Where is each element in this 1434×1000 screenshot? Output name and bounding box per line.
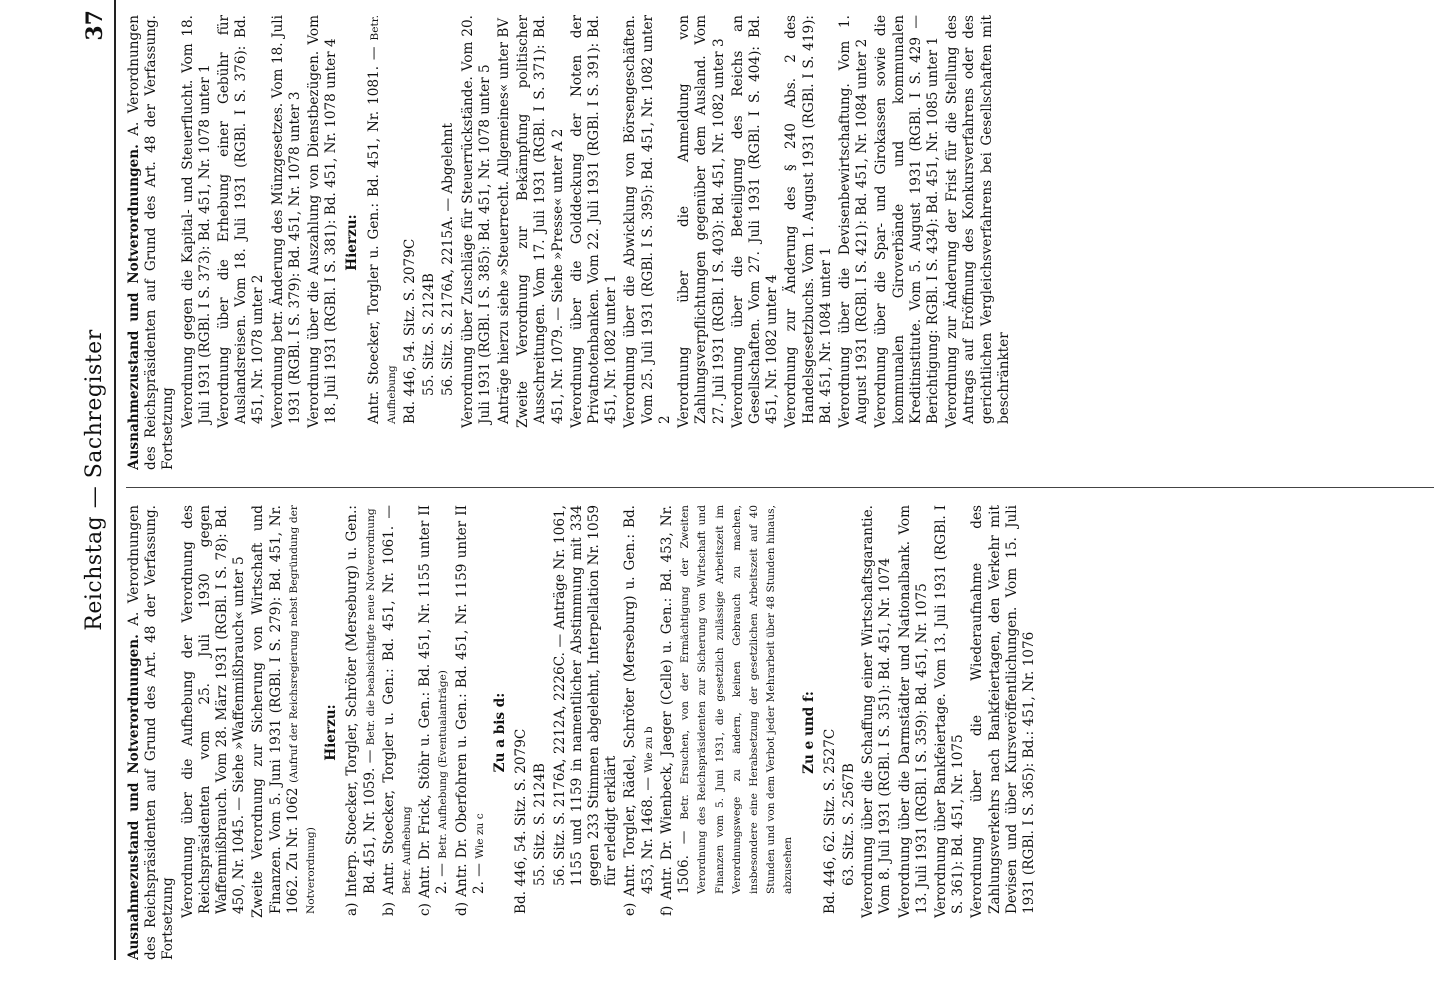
right-note-antraege: [496, 15, 513, 470]
sub-note: Wie zu c: [473, 813, 486, 859]
entry-text: Verordnung über die Wiederaufnahme des Zahlungsverkehrs nach Bankfeiertagen, den Verkehr mit Devisen und über Kursveröffentlichungen. Vom 15. Juli 1931 (RGBl. I S. 365): Bd.: 451, Nr. 1076: [969, 505, 1037, 918]
entry-number: [270, 428, 287, 470]
sitzung-ref: 56. Sitz. S. 2176A, 2215A. — Abgelehnt: [440, 123, 457, 396]
entry-number: [837, 428, 854, 470]
hierzu-note: Betr. Aufhebung: [368, 15, 398, 424]
page-number: 37: [82, 10, 108, 41]
sitzung-ref: Bd. 446, 54. Sitz. S. 2079C: [402, 238, 419, 424]
sub-note: Betr. Ersuchen, von der Ermächtigung der Zweiten Verordnung des Reichspräsidenten zur Sicherung von Wirtschaft und Finanzen vom 5. Juni 1931, die gesetzlich zulässige Arbeitszeit im Verordnungswege zu ändern, keinen Gebrauch zu machen, insbesondere eine Herabsetzung der gesetzlichen Arbeitszeit auf 40 Stunden und von dem Verbot jeder Mehrarbeit über 48 Stunden hinaus, abzusehen: [679, 505, 795, 894]
right-column: [126, 15, 1434, 470]
right-entry-14b: [622, 15, 674, 470]
entry-text: Verordnung über die Auszahlung von Dienstbezügen. Vom 18. Juli 1931 (RGBl. I S. 381): Bd. 451, Nr. 1078 unter 4: [306, 15, 340, 428]
hierzu-label: Hierzu:: [344, 214, 361, 271]
entry-number: [180, 918, 197, 960]
entry-text: Verordnung über die Anmeldung von Zahlungsverpflichtungen gegenüber dem Ausland. Vom 27. Juli 1931 (RGBl. I S. 403): Bd. 451, Nr. 1082 unter 3: [676, 15, 727, 428]
entry-text: Verordnung über Bankfeiertage. Vom 13. Juli 1931 (RGBl. I S. 361): Bd. 451, Nr. 1075: [932, 505, 967, 918]
entry-number: [860, 918, 877, 960]
sub-text: Antr. Dr. Oberfohren u. Gen.: Bd. 451, Nr. 1159 unter II 2. —: [453, 505, 487, 897]
entry-number: [944, 428, 961, 470]
running-head-title: Reichstag — Sachregister: [82, 329, 107, 631]
entry-number: [676, 428, 693, 470]
entry-text: Verordnung gegen die Kapital- und Steuerflucht. Vom 18. Juli 1931 (RGBl. I S. 373): Bd. 451, Nr. 1078 unter 1: [179, 15, 213, 428]
sitzung-ref: 56. Sitz. S. 2176A, 2212A, 2226C. — Anträge Nr. 1061, 1155 und 1159 in namentlicher Abstimmung mit 334 gegen 233 Stimmen abgelehnt, Interpellation Nr. 1059 für erledigt erklärt: [551, 505, 620, 886]
right-entry-14a: [569, 15, 621, 470]
sub-label: d): [453, 901, 470, 916]
hierzu-text: [366, 15, 400, 470]
entry-text: Verordnung zur Änderung des § 240 Abs. 2 des Handelsgesetzbuchs. Vom 1. August 1931 (RGBl. I S. 419): Bd. 451, Nr. 1084 unter 1: [783, 15, 834, 428]
entry-number: [897, 918, 914, 960]
rotated-page: [82, 0, 1434, 960]
left-column: [126, 505, 1434, 960]
sub-label: e): [622, 902, 639, 916]
sub-label: f): [658, 905, 675, 916]
sitzung-ref: Bd. 446, 62. Sitz. S. 2527C: [821, 728, 838, 914]
left-heading-rest: A. Verordnungen des Reichspräsidenten auf Grund des Art. 48 der Verfassung. Fortsetzung: [126, 505, 177, 960]
entry-text: Zweite Verordnung zur Sicherung von Wirtschaft und Finanzen. Vom 5. Juni 1931 (RGBl. I S. 279): Bd. 451, Nr. 1062. Zu Nr. 1062: [250, 505, 301, 918]
left-heading-paragraph: [126, 505, 178, 960]
entry-number: [306, 428, 323, 470]
right-heading-paragraph: [126, 15, 178, 470]
hierzu-label: Hierzu:: [323, 704, 340, 761]
left-sub-c: [417, 505, 451, 960]
entry-text: Verordnung betr. Änderung des Münzgesetzes. Vom 18. Juli 1931 (RGBl. I S. 379): Bd. 451, Nr. 1078 unter 3: [269, 15, 303, 428]
entry-note: (Aufruf der Reichsregierung nebst Begründung der Notverordnung): [287, 505, 318, 914]
sub-note: Betr. Aufhebung (Eventualanträge): [437, 670, 450, 859]
entry-number: [783, 428, 800, 470]
right-entry-15a: [783, 15, 835, 470]
sitzung-ref: 55. Sitz. S. 2124B: [421, 273, 438, 396]
entry-number: [250, 918, 267, 960]
sub-note: Betr. die beabsichtigte neue Notverordnung: [364, 508, 377, 746]
sub-label: b): [380, 901, 397, 916]
left-entry-8: [250, 505, 319, 960]
right-entry-13: [515, 15, 567, 470]
entry-number: [730, 428, 747, 470]
sub-text: Interp. Stoecker, Torgler, Schröter (Merseburg) u. Gen.: Bd. 451, Nr. 1059. —: [344, 505, 378, 898]
column-separator: [126, 487, 1434, 488]
entry-number: [622, 428, 639, 470]
left-entry-7: [180, 505, 249, 960]
zu-e-und-f-label: Zu e und f:: [800, 691, 817, 774]
right-entry-12c: [270, 15, 304, 470]
sub-note: Betr. Aufhebung: [401, 806, 414, 894]
sub-label: a): [344, 902, 361, 916]
left-sub-e: [622, 505, 656, 960]
entry-text: Verordnung über die Golddeckung der Noten der Privatnotenbanken. Vom 22. Juli 1931 (RGBl. I S. 391): Bd. 451, Nr. 1082 unter 1: [568, 15, 620, 428]
digitization-stamp: [1412, 8, 1434, 568]
entry-text: Verordnung über die Darmstädter und Nationalbank. Vom 13. Juli 1931 (RGBl. I S. 359): Bd. 451, Nr. 1075: [896, 505, 930, 918]
running-head: [82, 0, 112, 960]
entry-text: Verordnung zur Änderung der Frist für die Stellung des Antrags auf Eröffnung des Konkursverfahrens oder des gerichtlichen Vergleichsverfahrens bei Gesellschaften mit beschränkter: [944, 15, 1012, 428]
entry-text: Verordnung über Zuschläge für Steuerrückstände. Vom 20. Juli 1931 (RGBl. I S. 385): Bd. 451, Nr. 1078 unter 5: [459, 15, 493, 428]
sub-text: Antr. Torgler, Rädel, Schröter (Merseburg) u. Gen.: Bd. 453, Nr. 1468. —: [622, 505, 656, 897]
left-sub-f: [659, 505, 797, 960]
entry-text: Anträge hierzu siehe »Steuerrecht. Allgemeines« unter BV: [496, 17, 513, 424]
right-entry-12e: [460, 15, 494, 470]
entry-number: [460, 428, 477, 470]
right-entry-12d: [306, 15, 340, 470]
left-entry-10b: [933, 505, 967, 960]
right-entry-16b: [944, 15, 1013, 470]
sub-text: Antr. Stoecker, Torgler u. Gen.: Bd. 451, Nr. 1061. —: [380, 505, 397, 895]
right-entry-14c: [676, 15, 728, 470]
sitzung-ref: 63. Sitz. S. 2567B: [840, 763, 857, 886]
entry-text: Verordnung über die Abwicklung von Börsengeschäften. Vom 25. Juli 1931 (RGBl. I S. 395): Bd. 451, Nr. 1082 unter 2: [622, 15, 673, 428]
entry-number: [180, 428, 197, 470]
sub-note: Wie zu b: [642, 726, 655, 773]
entry-number: [515, 428, 532, 470]
left-entry-9: [860, 505, 894, 960]
entry-text: Zweite Verordnung zur Bekämpfung politischer Ausschreitungen. Vom 17. Juli 1931 (RGBl. I S. 371): Bd. 451, Nr. 1079. — Siehe »Presse« unter A 2: [515, 15, 566, 428]
entry-number: [569, 428, 586, 470]
left-sub-a: [344, 505, 378, 960]
sub-text: Antr. Dr. Wienbeck, Jaeger (Celle) u. Gen.: Bd. 453, Nr. 1506. —: [658, 505, 693, 900]
right-entry-14d: [730, 15, 782, 470]
left-sub-b: [381, 505, 415, 960]
right-heading-rest: A. Verordnungen des Reichspräsidenten auf Grund des Art. 48 der Verfassung. Fortsetzung: [126, 15, 177, 470]
right-entry-12b: [216, 15, 268, 470]
sub-label: c): [417, 903, 434, 916]
left-heading: Ausnahmezustand und Notverordnungen.: [126, 634, 142, 960]
left-entry-10a: [897, 505, 931, 960]
sitzung-ref: 55. Sitz. S. 2124B: [532, 763, 549, 886]
entry-number: [873, 428, 890, 470]
entry-number: [933, 918, 950, 960]
entry-number: [969, 918, 986, 960]
header-rule: [114, 0, 116, 960]
right-entry-16a: [873, 15, 942, 470]
left-entry-11: [969, 505, 1038, 960]
entry-text: Verordnung über die Schaffung einer Wirtschaftsgarantie. Vom 8. Juli 1931 (RGBl. I S. 351): Bd. 451, Nr. 1074: [860, 505, 894, 918]
entry-text: Verordnung über die Aufhebung der Verordnung des Reichspräsidenten vom 25. Juli 1930 gegen Waffenmißbrauch. Vom 28. März 1931 (RGBl. I S. 78): Bd. 450, Nr. 1045. — Siehe »Waffenmißbrauch« unter 5: [179, 505, 248, 918]
entry-text: Verordnung über die Beteiligung des Reichs an Gesellschaften. Vom 27. Juli 1931 (RGBl. I S. 404): Bd. 451, Nr. 1082 unter 4: [729, 15, 781, 428]
sitzung-ref: Bd. 446, 54. Sitz. S. 2079C: [513, 728, 530, 914]
right-entry-15b: [837, 15, 871, 470]
entry-number: [216, 428, 233, 470]
sub-text: Antr. Dr. Frick, Stöhr u. Gen.: Bd. 451, Nr. 1155 unter II 2. —: [417, 505, 451, 899]
right-entry-12a: [180, 15, 214, 470]
hierzu-antrag: Antr. Stoecker, Torgler u. Gen.: Bd. 451, Nr. 1081. —: [365, 46, 382, 424]
right-heading: Ausnahmezustand und Notverordnungen.: [126, 144, 142, 470]
entry-text: Verordnung über die Erhebung einer Gebühr für Auslandsreisen. Vom 18. Juli 1931 (RGBl. I S. 376): Bd. 451, Nr. 1078 unter 2: [216, 15, 267, 428]
zu-a-bis-d-label: Zu a bis d:: [492, 692, 509, 773]
entry-text: Verordnung über die Spar- und Girokassen sowie die kommunalen Giroverbände und kommunalen Kreditinstitute. Vom 5. August 1931 (RGBl. I S. 429 — Berichtigung: RGBl. I S. 434): Bd. 451, Nr. 1085 unter 1: [873, 15, 941, 428]
entry-text: Verordnung über die Devisenbewirtschaftung. Vom 1. August 1931 (RGBl. I S. 421): Bd. 451, Nr. 1084 unter 2: [836, 15, 871, 428]
left-sub-d: [454, 505, 488, 960]
